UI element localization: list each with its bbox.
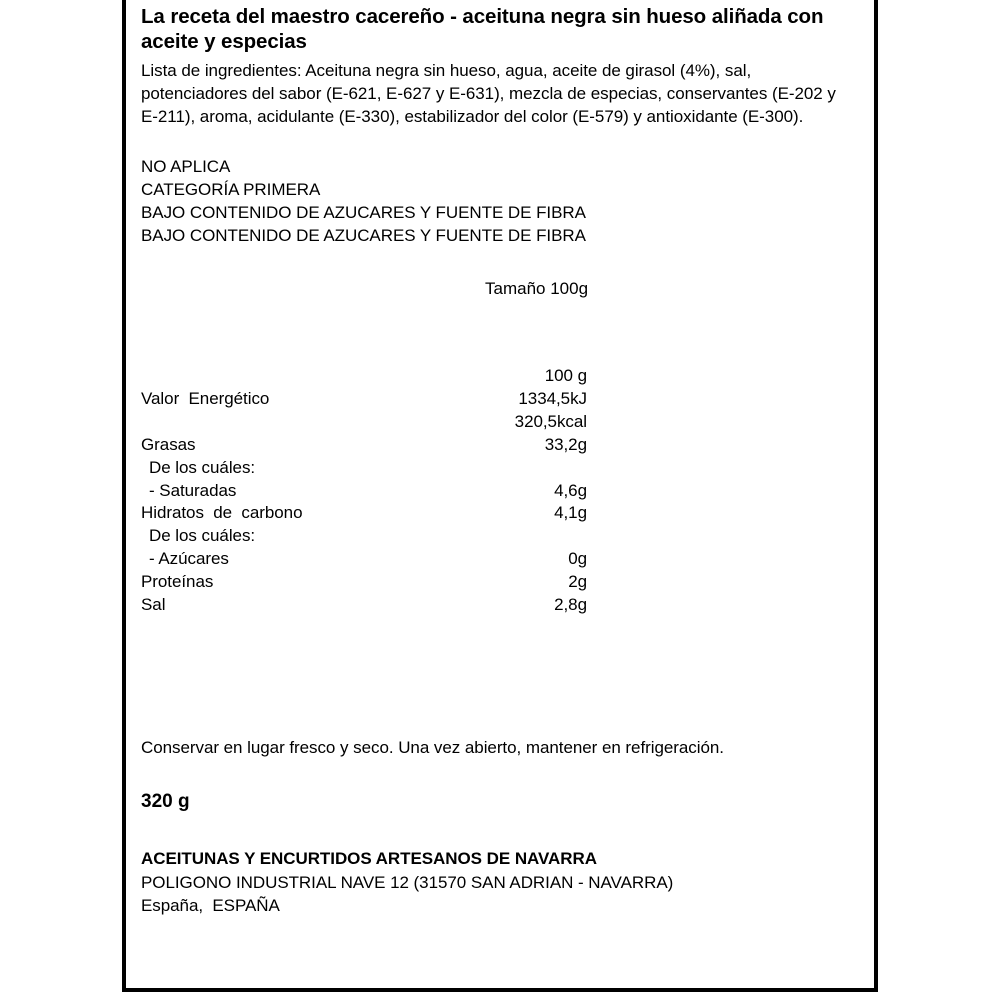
product-title: La receta del maestro cacereño - aceituna negra sin hueso aliñada con aceite y especias xyxy=(141,5,824,53)
company-name: ACEITUNAS Y ENCURTIDOS ARTESANOS DE NAVARRA xyxy=(141,849,597,869)
company-country: España, ESPAÑA xyxy=(141,896,280,916)
table-row xyxy=(141,410,587,433)
nutrition-value: 0g xyxy=(568,549,587,569)
nutrition-label: - Azúcares xyxy=(149,549,229,569)
nutrition-header-row xyxy=(141,364,587,387)
nutrition-label: Sal xyxy=(141,595,166,615)
storage-instructions: Conservar en lugar fresco y seco. Una vez abierto, mantener en refrigeración. xyxy=(141,738,724,758)
nutrition-value: 33,2g xyxy=(544,435,587,455)
net-weight: 320 g xyxy=(141,791,190,813)
table-row xyxy=(141,570,587,593)
nutrition-label: - Saturadas xyxy=(149,481,237,501)
product-label-frame xyxy=(122,0,878,992)
claim-line: BAJO CONTENIDO DE AZUCARES Y FUENTE DE FIBRA xyxy=(141,203,586,223)
table-row xyxy=(141,524,587,547)
nutrition-label: De los cuáles: xyxy=(149,526,256,546)
nutrition-label: De los cuáles: xyxy=(149,458,256,478)
table-row xyxy=(141,547,587,570)
nutrition-value: 4,1g xyxy=(554,503,587,523)
table-row xyxy=(141,387,587,410)
nutrition-column-header: 100 g xyxy=(544,366,587,386)
nutrition-label: Proteínas xyxy=(141,572,214,592)
serving-size: Tamaño 100g xyxy=(485,279,589,299)
claims-block xyxy=(141,155,855,248)
nutrition-label: Grasas xyxy=(141,435,196,455)
table-row xyxy=(141,593,587,616)
table-row xyxy=(141,501,587,524)
claim-line: NO APLICA xyxy=(141,156,231,176)
nutrition-value: 1334,5kJ xyxy=(518,389,587,409)
claim-line: CATEGORÍA PRIMERA xyxy=(141,179,321,199)
nutrition-value: 4,6g xyxy=(554,481,587,501)
label-content xyxy=(141,4,855,918)
nutrition-label: Valor Energético xyxy=(141,389,270,409)
table-row xyxy=(141,479,587,502)
nutrition-value: 2g xyxy=(568,572,587,592)
nutrition-label: Hidratos de carbono xyxy=(141,503,303,523)
nutrition-value: 2,8g xyxy=(554,595,587,615)
nutrition-value: 320,5kcal xyxy=(514,412,587,432)
ingredients-list: Lista de ingredientes: Aceituna negra sin hueso, agua, aceite de girasol (4%), sal, potenciadores del sabor (E-621, E-627 y E-631), mezcla de especias, conservantes (E-202 y E-211), aroma, acidulante (E-330), estabilizador del color (E-579) y antioxidante (E-300). xyxy=(141,61,836,127)
table-row xyxy=(141,433,587,456)
claim-line: BAJO CONTENIDO DE AZUCARES Y FUENTE DE FIBRA xyxy=(141,226,586,246)
table-row xyxy=(141,456,587,479)
company-address: POLIGONO INDUSTRIAL NAVE 12 (31570 SAN ADRIAN - NAVARRA) xyxy=(141,872,674,892)
